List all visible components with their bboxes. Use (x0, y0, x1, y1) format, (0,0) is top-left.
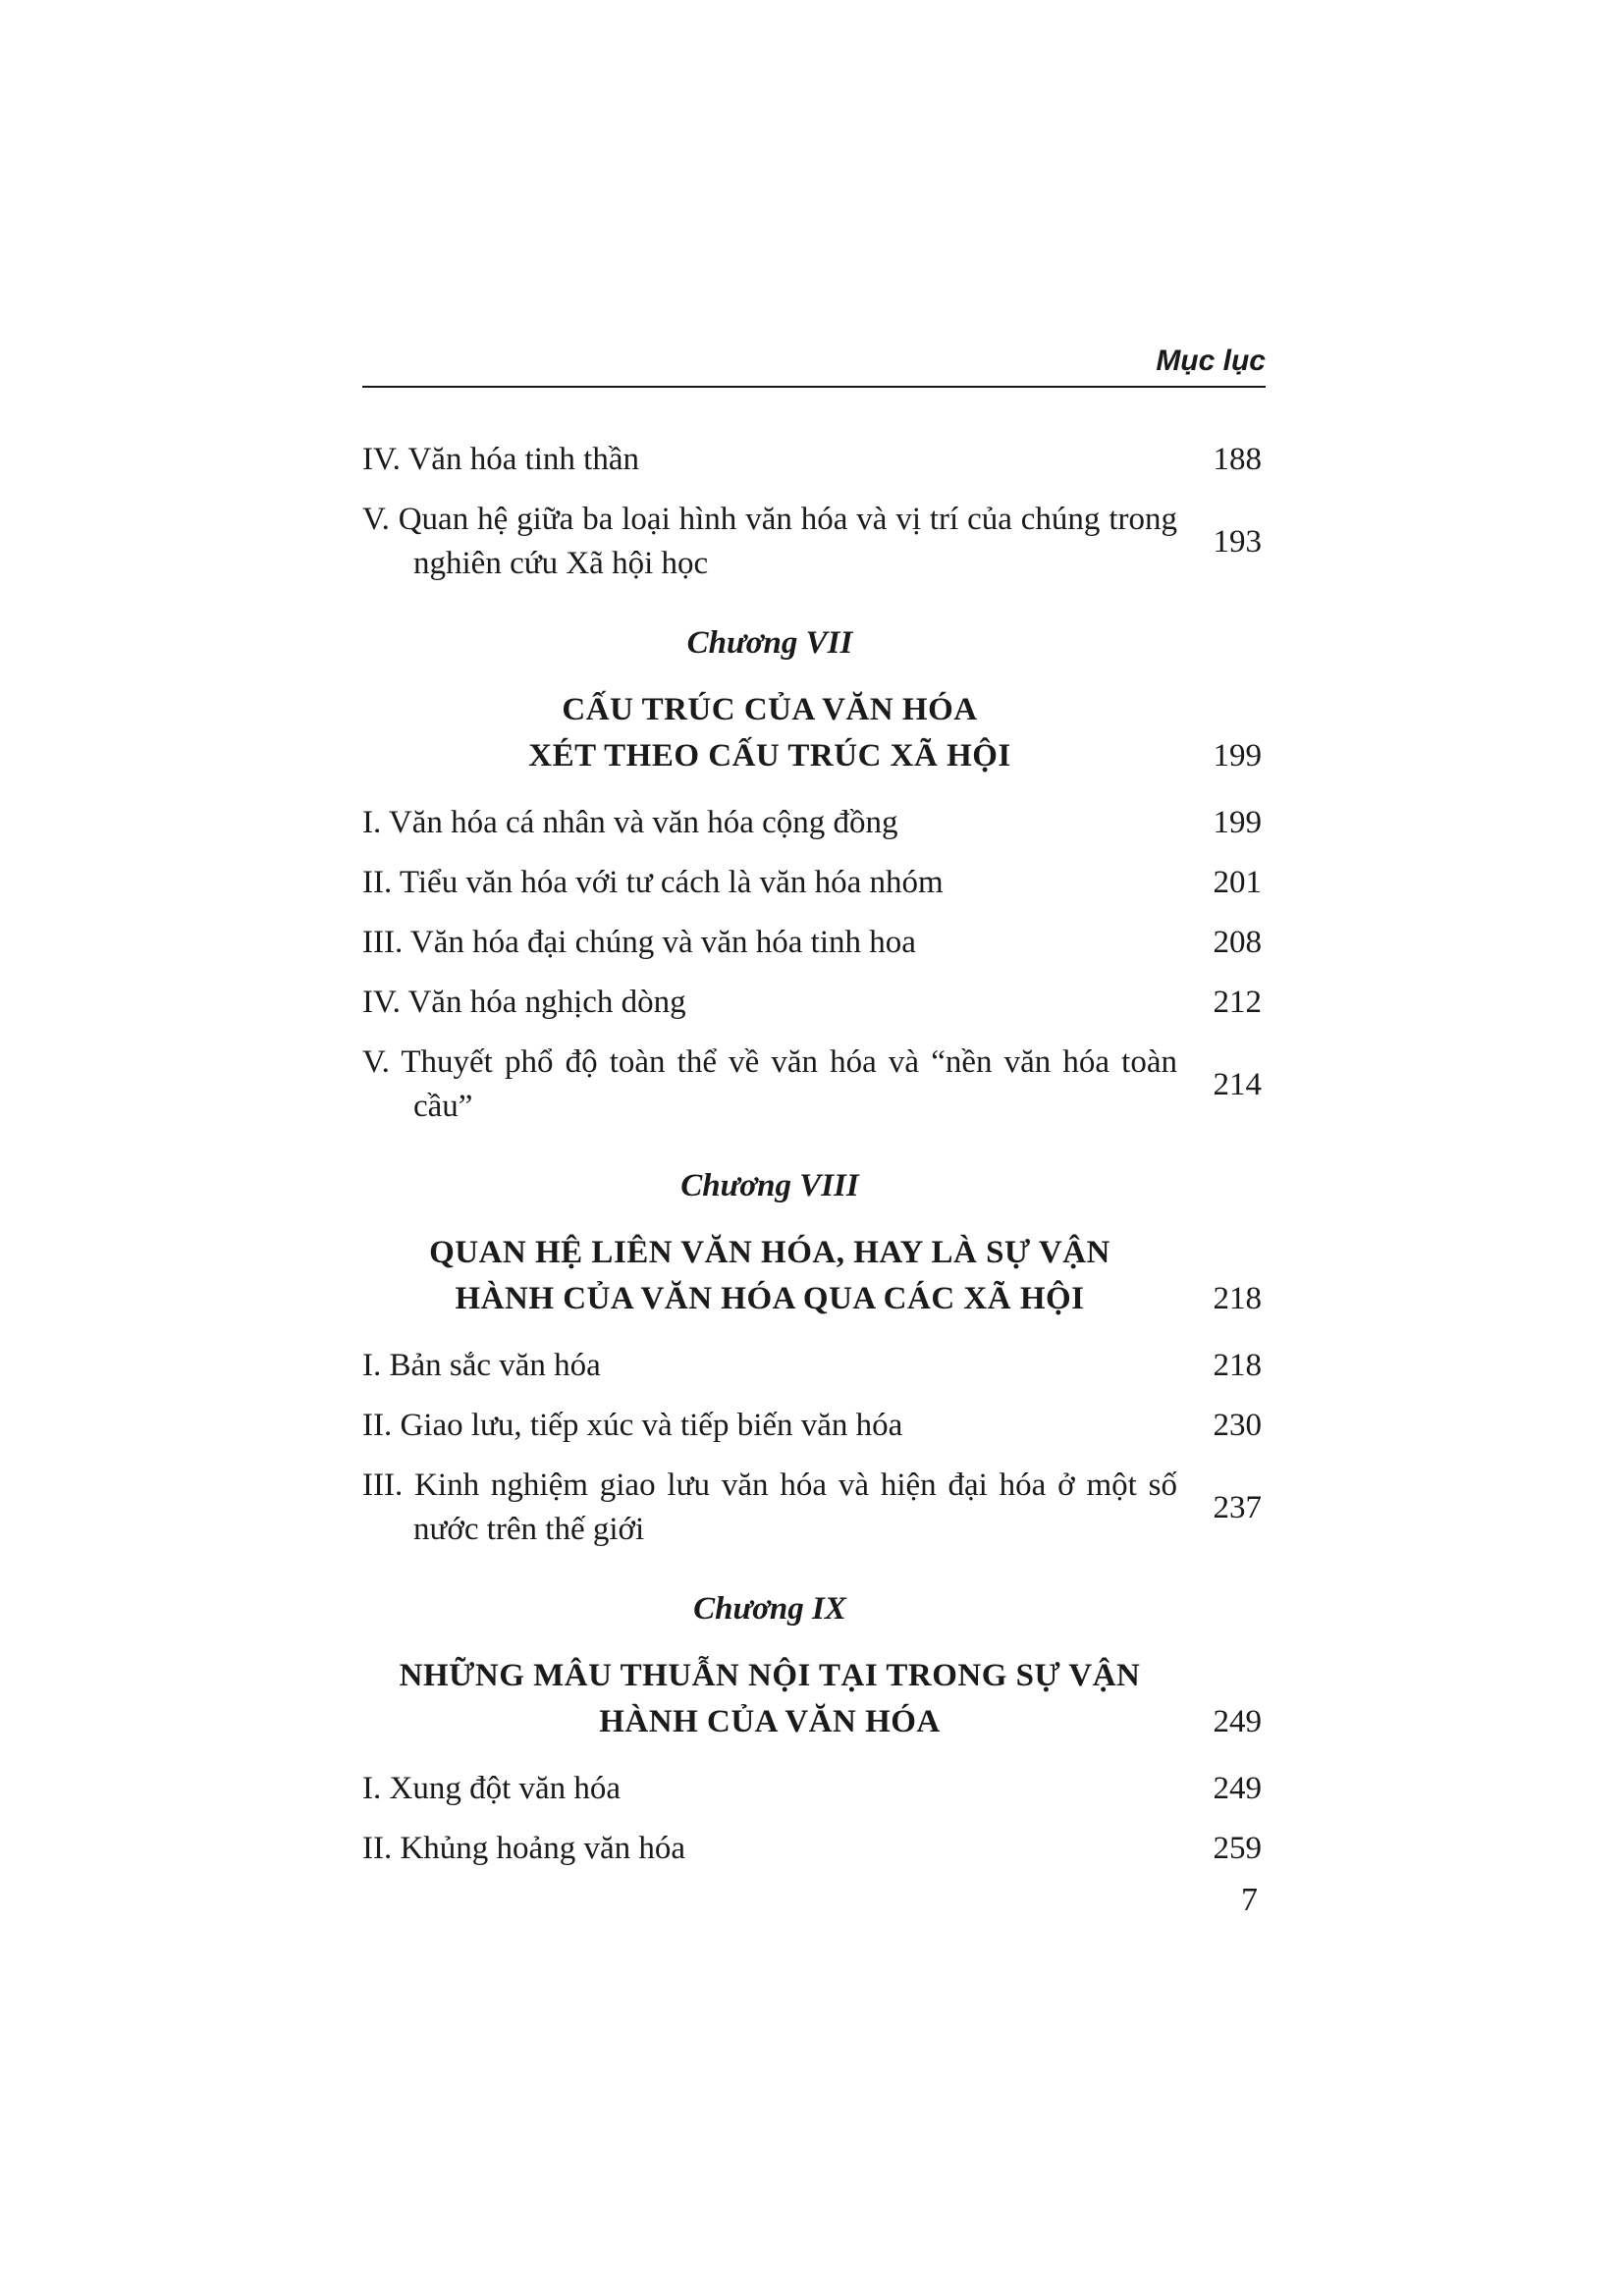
toc-entry-label: I. Văn hóa cá nhân và văn hóa cộng đồng (362, 805, 898, 840)
table-of-contents (362, 438, 1266, 1887)
toc-entry (362, 1464, 1266, 1552)
toc-entry-page: 259 (1213, 1831, 1262, 1866)
toc-entry-page: 218 (1213, 1348, 1262, 1383)
chapter-title-line: XÉT THEO CẤU TRÚC XÃ HỘI (528, 738, 1011, 774)
toc-entry-page: 237 (1213, 1489, 1262, 1525)
toc-entry-label: IV. Văn hóa tinh thần (362, 442, 639, 477)
toc-entry-page: 249 (1213, 1771, 1262, 1806)
chapter-page: 249 (1213, 1704, 1262, 1739)
toc-entry-label: II. Khủng hoảng văn hóa (362, 1831, 686, 1866)
toc-entry (362, 438, 1266, 482)
header-rule (362, 386, 1266, 388)
toc-entry-page: 230 (1213, 1408, 1262, 1443)
chapter-title (362, 1653, 1266, 1745)
chapter-title-text (362, 1653, 1177, 1745)
toc-entry (362, 801, 1266, 845)
chapter-page: 218 (1213, 1281, 1262, 1316)
chapter-title (362, 1230, 1266, 1322)
chapter-title-line: NHỮNG MÂU THUẪN NỘI TẠI TRONG SỰ VẬN (399, 1658, 1141, 1693)
toc-entry (362, 921, 1266, 965)
toc-entry-label: I. Bản sắc văn hóa (362, 1348, 601, 1383)
toc-entry (362, 1404, 1266, 1448)
chapter-title-line: CẤU TRÚC CỦA VĂN HÓA (562, 692, 978, 727)
toc-entry-label: V. Quan hệ giữa ba loại hình văn hóa và vị trí của chúng trong nghiên cứu Xã hội học (362, 502, 1177, 581)
page-number: 7 (1241, 1882, 1258, 1918)
toc-entry-page: 193 (1213, 523, 1262, 560)
toc-entry (362, 861, 1266, 905)
toc-entry-label: III. Văn hóa đại chúng và văn hóa tinh hoa (362, 925, 916, 960)
chapter-page: 199 (1213, 738, 1262, 774)
chapter-title-line: HÀNH CỦA VĂN HÓA (599, 1704, 941, 1739)
chapter-label: Chương VIII (680, 1168, 859, 1203)
running-head: Mục lục (1156, 345, 1266, 377)
toc-entry (362, 1827, 1266, 1871)
toc-entry-page: 214 (1213, 1066, 1262, 1102)
toc-entry-page: 201 (1213, 865, 1262, 900)
toc-entry (362, 1767, 1266, 1811)
toc-entry (362, 498, 1266, 586)
toc-entry (362, 981, 1266, 1025)
chapter-title-text (362, 1230, 1177, 1322)
chapter-title (362, 687, 1266, 779)
toc-entry-label: III. Kinh nghiệm giao lưu văn hóa và hiện đại hóa ở một số nước trên thế giới (362, 1468, 1177, 1547)
toc-entry-page: 188 (1213, 442, 1262, 477)
toc-entry-label: V. Thuyết phổ độ toàn thể về văn hóa và “nền văn hóa toàn cầu” (362, 1044, 1177, 1124)
toc-entry-label: II. Giao lưu, tiếp xúc và tiếp biến văn hóa (362, 1408, 903, 1443)
toc-entry-page: 199 (1213, 805, 1262, 840)
book-page (362, 0, 1266, 2296)
toc-entry-page: 208 (1213, 925, 1262, 960)
chapter-title-text (362, 687, 1177, 779)
toc-entry-label: II. Tiểu văn hóa với tư cách là văn hóa nhóm (362, 865, 944, 900)
chapter-title-line: HÀNH CỦA VĂN HÓA QUA CÁC XÃ HỘI (455, 1281, 1085, 1316)
toc-entry (362, 1344, 1266, 1388)
toc-entry-label: IV. Văn hóa nghịch dòng (362, 985, 686, 1020)
chapter-label: Chương IX (693, 1591, 846, 1627)
chapter-label: Chương VII (686, 625, 853, 661)
toc-entry-page: 212 (1213, 985, 1262, 1020)
chapter-title-line: QUAN HỆ LIÊN VĂN HÓA, HAY LÀ SỰ VẬN (429, 1235, 1110, 1270)
toc-entry (362, 1041, 1266, 1129)
toc-entry-label: I. Xung đột văn hóa (362, 1771, 622, 1806)
